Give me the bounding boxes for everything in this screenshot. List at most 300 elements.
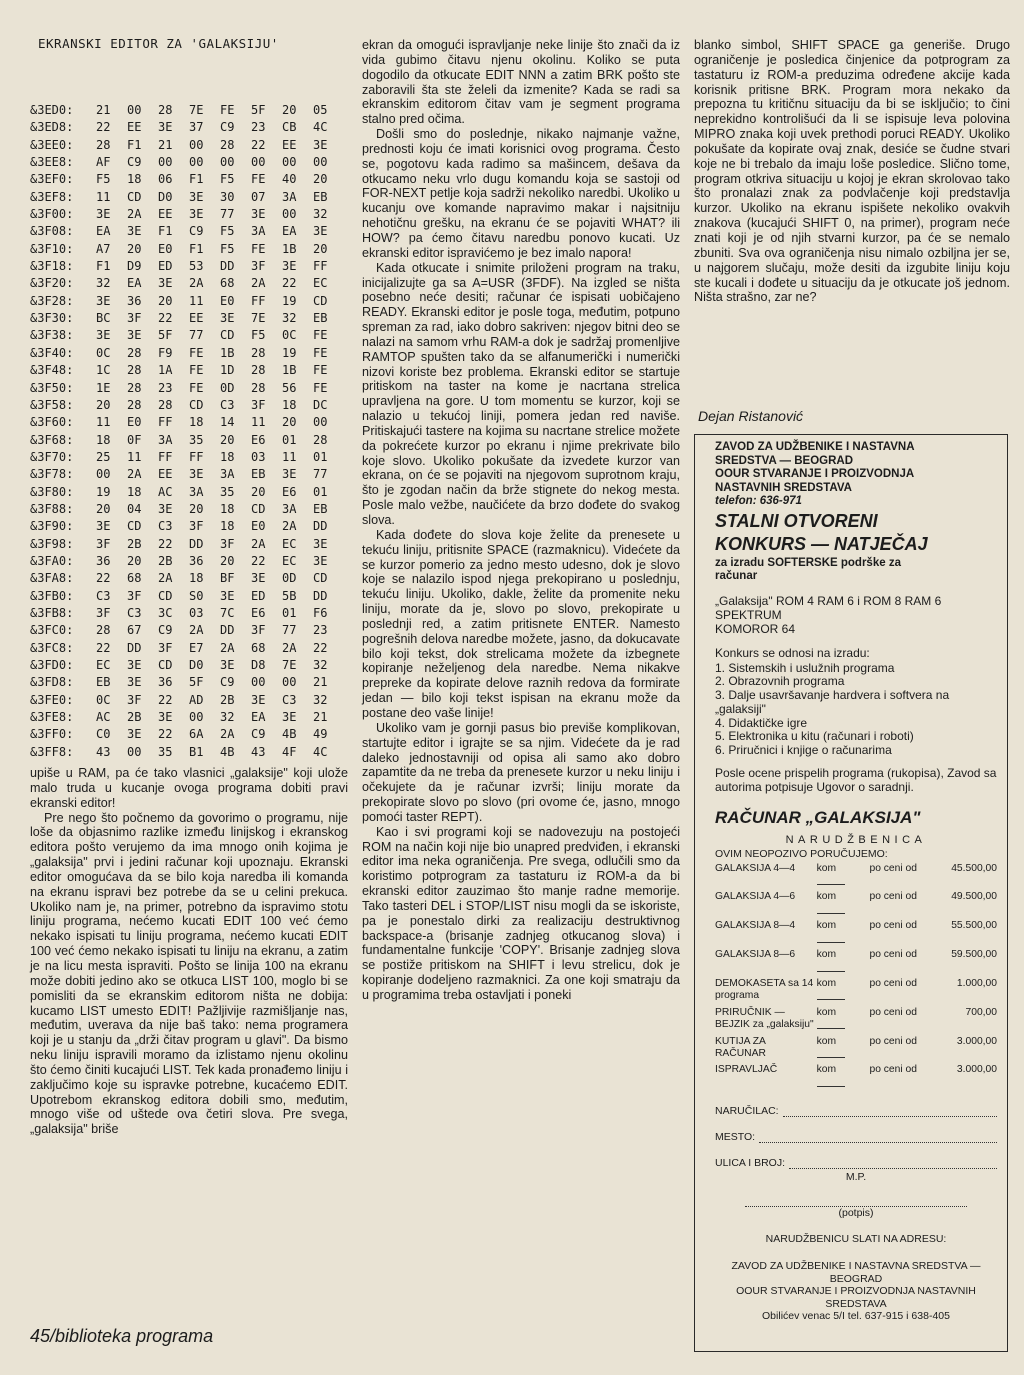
hexdump-byte: F5 <box>251 328 266 343</box>
hexdump-byte: EC <box>313 276 328 291</box>
hexdump-byte: 1B <box>282 363 297 378</box>
ad-subhead-2: računar <box>715 570 758 582</box>
hexdump-byte: F6 <box>313 605 328 620</box>
hexdump-byte: 3E <box>220 311 235 326</box>
order-item-name: GALAKSIJA 4—6 <box>715 891 796 903</box>
hexdump-byte: 3E <box>220 588 235 603</box>
hexdump-byte: 00 <box>251 155 266 170</box>
hexdump-byte: CB <box>282 120 297 135</box>
hexdump-byte: CD <box>127 519 142 534</box>
hexdump-row <box>30 536 348 553</box>
order-row <box>715 891 997 918</box>
hexdump-byte: 3E <box>282 710 297 725</box>
hexdump-byte: 23 <box>313 623 328 638</box>
hexdump-row <box>30 380 348 397</box>
hexdump-byte: 0C <box>282 328 297 343</box>
hexdump-byte: 18 <box>96 432 111 447</box>
order-row <box>715 863 997 890</box>
hexdump-byte: EE <box>127 120 142 135</box>
hexdump-byte: 32 <box>96 276 111 291</box>
hexdump-row <box>30 744 348 761</box>
hexdump-byte: FE <box>189 345 204 360</box>
hexdump-byte: 3E <box>282 259 297 274</box>
hexdump-byte: 21 <box>313 675 328 690</box>
hexdump-byte: 1D <box>220 363 235 378</box>
hexdump-address: &3FB0: <box>30 588 74 603</box>
ad-address-line: OOUR STVARANJE I PROIZVODNJA NASTAVNIH <box>736 1285 976 1298</box>
order-kom[interactable] <box>817 891 856 918</box>
hexdump-byte: 21 <box>158 137 173 152</box>
hexdump-byte: 2A <box>127 467 142 482</box>
hexdump-byte: 36 <box>158 675 173 690</box>
hexdump-byte: 5B <box>282 588 297 603</box>
hexdump-byte: E0 <box>220 293 235 308</box>
hexdump-byte: CD <box>251 501 266 516</box>
order-kom[interactable] <box>817 949 856 976</box>
hexdump-byte: 2B <box>220 692 235 707</box>
hexdump-byte: 01 <box>282 432 297 447</box>
hexdump-byte: E7 <box>189 640 204 655</box>
hexdump-address: &3F08: <box>30 224 74 239</box>
slati-label: NARUDŽBENICU SLATI NA ADRESU: <box>765 1233 947 1246</box>
hexdump-byte: F1 <box>158 224 173 239</box>
order-kom-label: kom <box>816 949 837 961</box>
page-footer: 45/biblioteka programa <box>30 1326 214 1346</box>
hexdump-byte: EE <box>158 467 173 482</box>
hexdump-byte: 3F <box>127 311 142 326</box>
hexdump-byte: 20 <box>220 432 235 447</box>
hexdump-row <box>30 362 348 379</box>
hexdump-byte: F1 <box>96 259 111 274</box>
hexdump-byte: 5F <box>189 675 204 690</box>
hexdump-byte: 43 <box>251 744 266 759</box>
hexdump-byte: D9 <box>127 259 142 274</box>
column-2-text <box>362 38 680 1003</box>
hexdump-byte: 22 <box>251 553 266 568</box>
hexdump-byte: 68 <box>251 640 266 655</box>
paragraph: Kao i svi programi koji se nadovezuju na postojeći ROM na način koji nije bio unapred predviđen, i ekranski editor ima neka ograničenja. Pre svega, odlučili smo da koristimo potprogram za tastaturu iz ROM-a da bi ekranski editor zauzimao što manje radne memorije. Tako tasteri DEL i STOP/LIST nisu mogli da se iskoriste, pa je ponestalo dirki za realizaciju destruktivnog backspace-a (brisanje zadnjeg otkucanog slova) i fundamentalne funkcije 'COPY'. Brisanje zadnjeg slova se postiže pritiskom na SHIFT i levu strelicu, dok je kopiranje dodeljeno razmaknici. Za one koji smatraju da u programima treba ostavljati i poneki <box>362 824 680 1002</box>
hexdump-byte: FE <box>313 380 328 395</box>
hexdump-byte: DD <box>127 640 142 655</box>
hexdump-byte: 1C <box>96 363 111 378</box>
hexdump-byte: 21 <box>313 710 328 725</box>
mp-label: M.P. <box>845 1171 867 1184</box>
hexdump-title: EKRANSKI EDITOR ZA 'GALAKSIJU' <box>38 36 279 51</box>
hexdump-byte: 32 <box>313 207 328 222</box>
hexdump-byte: 01 <box>282 605 297 620</box>
hexdump-row <box>30 293 348 310</box>
hexdump-byte: 0D <box>282 571 297 586</box>
hexdump-byte: 18 <box>189 415 204 430</box>
ad-konkurs-list <box>715 662 997 759</box>
order-price: 55.500,00 <box>951 920 997 932</box>
hexdump-byte: 00 <box>158 155 173 170</box>
hexdump-byte: 22 <box>158 536 173 551</box>
hexdump-byte: FE <box>189 380 204 395</box>
ad-address-line: SREDSTAVA <box>825 1297 887 1310</box>
hexdump-byte: E0 <box>127 415 142 430</box>
hexdump-byte: 20 <box>127 553 142 568</box>
hexdump-byte: 22 <box>282 276 297 291</box>
hexdump-byte: 3E <box>127 658 142 672</box>
order-price: 3.000,00 <box>956 1064 997 1076</box>
hexdump-row <box>30 345 348 362</box>
hexdump-byte: FE <box>189 363 204 378</box>
hexdump-byte: 77 <box>189 328 204 343</box>
hexdump-byte: F5 <box>96 172 111 187</box>
hexdump-row <box>30 709 348 726</box>
hexdump-byte: 3E <box>127 675 142 690</box>
hexdump-byte: 19 <box>96 484 111 499</box>
hexdump-byte: D0 <box>189 658 204 672</box>
hexdump-byte: 20 <box>127 241 142 256</box>
hexdump-byte: 3F <box>189 519 204 534</box>
hexdump-byte: F1 <box>189 172 204 187</box>
order-price: 59.500,00 <box>951 949 997 961</box>
hexdump-byte: 5F <box>251 103 266 117</box>
paragraph: blanko simbol, SHIFT SPACE ga generiše. Drugo ograničenje je posledica činjenice da potprogram za tastaturu iz ROM-a preduzima određene akcije kada korisnik pritisne BRK. Program mora nekako da prepozna tu kritičnu situaciju da bi se isključio; to čini neprekidno kontrolišući da li se ispisuje leva polovina MIPRO znaka koji uvek prethodi poruci READY. Ukoliko pokušate da kopirate ovaj znak, desiće se čudne stvari koje ne bi trebalo da imaju loše posledice. Slično tome, program otkriva situaciju u kojoj je ekran skrolovao tako što pronalazi znak za podvlačenje koji predstavlja kurzor. Ukoliko na ekranu ispišete nekoliko ovakvih znakova (kucajući SHIFT 0, na primer), program neće znati koji je od njih stvarni kurzor, pa će se nemalo zbuniti. Sva ova ograničenja nisu nimalo ozbiljna jer se, u najgorem slučaju, može desiti da izgubite liniju koju ste kucali i dođete u situaciju da je otkucate još jednom. Ništa strašno, zar ne? <box>694 38 1010 305</box>
hexdump-byte: 18 <box>127 484 142 499</box>
ad-platforms <box>715 594 997 636</box>
hexdump-byte: EA <box>282 224 297 239</box>
hexdump-byte: C9 <box>189 224 204 239</box>
hexdump-byte: 2A <box>189 276 204 291</box>
hexdump-byte: EC <box>96 658 111 672</box>
hexdump-byte: C0 <box>96 727 111 742</box>
hexdump-byte: 4B <box>282 727 297 742</box>
hexdump-byte: 20 <box>313 172 328 187</box>
hexdump-byte: 28 <box>251 345 266 360</box>
hexdump-byte: F5 <box>220 241 235 256</box>
field-narucilac[interactable] <box>715 1105 997 1117</box>
ad-address-line: ZAVOD ZA UDŽBENIKE I NASTAVNA SREDSTVA — <box>731 1259 981 1272</box>
field-narucilac-line[interactable] <box>783 1107 997 1117</box>
ad-platform: „Galaksija" ROM 4 RAM 6 i ROM 8 RAM 6 <box>715 593 942 608</box>
order-qty-blank[interactable] <box>817 933 845 943</box>
field-narucilac-label: NARUČILAC: <box>715 1105 779 1118</box>
hexdump-byte: 00 <box>313 155 328 170</box>
order-row <box>715 978 997 1005</box>
hexdump-byte: EE <box>158 207 173 222</box>
order-row <box>715 1064 997 1091</box>
hexdump-byte: EB <box>313 311 328 326</box>
hexdump-byte: 28 <box>96 137 111 152</box>
hexdump-byte: 3E <box>251 571 266 586</box>
hexdump-byte: 3A <box>220 467 235 482</box>
hexdump-address: &3F90: <box>30 519 74 534</box>
field-mesto-line[interactable] <box>759 1133 997 1143</box>
hexdump-byte: 2B <box>127 536 142 551</box>
hexdump-byte: 3E <box>282 467 297 482</box>
hexdump-byte: 35 <box>158 744 173 759</box>
order-item-name: GALAKSIJA 4—4 <box>715 862 796 874</box>
hexdump-byte: 00 <box>96 467 111 482</box>
hexdump-address: &3F00: <box>30 207 74 222</box>
hexdump-byte: 22 <box>313 640 328 655</box>
hexdump-byte: EB <box>313 501 328 516</box>
hexdump-byte: 19 <box>282 293 297 308</box>
paragraph: Ukoliko vam je gornji pasus bio previše komplikovan, startujte editor i igrajte se sa njim. Videćete da je rad daleko jednostavniji od opisa ali samo ako dobro zapamtite da ne treba da prenesete kurzor u neku liniju i očekujete da je računar izvrši; liniju morate da prekopirate slovo po slovo (pri ovome će, jasno, mnogo pomoći taster REPT). <box>362 720 680 824</box>
hexdump-byte: 3F <box>127 692 142 707</box>
hexdump-byte: 20 <box>282 103 297 117</box>
hexdump-byte: 32 <box>282 311 297 326</box>
hexdump-byte: C9 <box>251 727 266 742</box>
hexdump-byte: EC <box>282 553 297 568</box>
hexdump-byte: 3E <box>96 519 111 534</box>
hexdump-byte: 3A <box>189 484 204 499</box>
hexdump-byte: 28 <box>158 103 173 117</box>
hexdump-byte: 3F <box>251 259 266 274</box>
hexdump-byte: 28 <box>127 397 142 412</box>
hexdump-byte: 28 <box>251 363 266 378</box>
hexdump-byte: FF <box>158 415 173 430</box>
hexdump-byte: C3 <box>127 605 142 620</box>
field-mesto[interactable] <box>715 1131 997 1143</box>
hexdump-byte: CD <box>158 588 173 603</box>
hexdump-row <box>30 622 348 639</box>
order-row <box>715 1007 997 1034</box>
hexdump-byte: FE <box>251 241 266 256</box>
order-price: 700,00 <box>965 1006 997 1018</box>
hexdump-byte: 2A <box>127 207 142 222</box>
hexdump-byte: 18 <box>220 449 235 464</box>
hexdump-byte: 36 <box>189 553 204 568</box>
order-price-label: po ceni od <box>869 920 917 932</box>
hexdump-byte: 20 <box>220 553 235 568</box>
order-kom[interactable] <box>817 1007 856 1034</box>
order-kom-label: kom <box>816 862 837 874</box>
order-qty-blank[interactable] <box>817 875 845 885</box>
hexdump-row <box>30 674 348 691</box>
ad-after-text: Posle ocene prispelih programa (rukopisa), Zavod sa autorima potpisuje Ugovor o saradnji. <box>715 766 997 795</box>
hexdump-byte: 1B <box>282 241 297 256</box>
ad-subhead-1: za izradu SOFTERSKE podrške za <box>715 556 901 569</box>
hexdump-byte: 3F <box>96 605 111 620</box>
hexdump-byte: CD <box>313 571 328 586</box>
hexdump-address: &3F38: <box>30 328 74 343</box>
order-qty-blank[interactable] <box>817 1077 845 1087</box>
hexdump-byte: F1 <box>127 137 142 152</box>
hexdump-address: &3F18: <box>30 259 74 274</box>
ad-address-line: Obilićev venac 5/I tel. 637-915 i 638-405 <box>762 1310 950 1323</box>
hexdump-byte: 0D <box>220 380 235 395</box>
hexdump-byte: 28 <box>127 363 142 378</box>
order-qty-blank[interactable] <box>817 990 845 1000</box>
hexdump-byte: FE <box>220 103 235 117</box>
hexdump-byte: 7E <box>282 658 297 672</box>
hexdump-byte: 2B <box>127 710 142 725</box>
hexdump-byte: 06 <box>158 172 173 187</box>
hexdump-row <box>30 414 348 431</box>
order-item-name: ISPRAVLJAČ <box>715 1064 778 1076</box>
hexdump-byte: 1A <box>158 363 173 378</box>
order-qty-blank[interactable] <box>817 962 845 972</box>
hexdump-byte: 14 <box>220 415 235 430</box>
order-kom[interactable] <box>817 863 856 890</box>
hexdump-byte: 5F <box>158 328 173 343</box>
order-kom[interactable] <box>817 978 856 1005</box>
hexdump-row <box>30 553 348 570</box>
hexdump-byte: 00 <box>220 155 235 170</box>
hexdump-byte: 3A <box>251 224 266 239</box>
hexdump-byte: F5 <box>220 224 235 239</box>
hexdump-byte: 07 <box>251 189 266 204</box>
ad-address-line: BEOGRAD <box>829 1272 883 1285</box>
hexdump-byte: ED <box>251 588 266 603</box>
ad-headline-1: STALNI OTVORENI <box>715 510 878 531</box>
hexdump-byte: 01 <box>313 449 328 464</box>
ad-konkurs-item: 1. Sistemskih i uslužnih programa <box>715 660 895 675</box>
hexdump-byte: C3 <box>158 519 173 534</box>
ad-konkurs-intro: Konkurs se odnosi na izradu: <box>715 645 870 660</box>
hexdump-byte: 40 <box>282 172 297 187</box>
hexdump-address: &3EF8: <box>30 189 74 204</box>
hexdump-byte: 77 <box>313 467 328 482</box>
hexdump-byte: AC <box>158 484 173 499</box>
column-1-text <box>30 766 348 1137</box>
hexdump-byte: 11 <box>251 415 266 430</box>
hexdump-byte: C9 <box>158 623 173 638</box>
hexdump-byte: 20 <box>96 397 111 412</box>
order-qty-blank[interactable] <box>817 1048 845 1058</box>
hexdump-byte: 22 <box>96 571 111 586</box>
hexdump-byte: 00 <box>282 675 297 690</box>
hexdump-byte: 20 <box>251 484 266 499</box>
hexdump-byte: 32 <box>313 692 328 707</box>
hexdump-byte: CD <box>127 189 142 204</box>
order-price: 45.500,00 <box>951 862 997 874</box>
hexdump-byte: 1B <box>220 345 235 360</box>
hexdump-byte: 04 <box>127 501 142 516</box>
hexdump-byte: 28 <box>313 432 328 447</box>
hexdump-byte: 0C <box>96 345 111 360</box>
ad-konkurs-item: 2. Obrazovnih programa <box>715 674 845 689</box>
field-ulica[interactable] <box>715 1157 997 1169</box>
hexdump-row <box>30 241 348 258</box>
hexdump-address: &3FC8: <box>30 640 74 655</box>
hexdump-byte: 05 <box>313 103 328 117</box>
hexdump-row <box>30 692 348 709</box>
hexdump-byte: 77 <box>220 207 235 222</box>
order-row <box>715 949 997 976</box>
hexdump-row <box>30 206 348 223</box>
hexdump-row <box>30 657 348 674</box>
hexdump-byte: 20 <box>158 293 173 308</box>
hexdump-byte: 3E <box>127 328 142 343</box>
hexdump-byte: 7E <box>251 311 266 326</box>
hexdump-row <box>30 397 348 414</box>
hexdump-byte: DD <box>220 259 235 274</box>
hexdump-byte: 35 <box>220 484 235 499</box>
hexdump-byte: 56 <box>282 380 297 395</box>
ad-headline-2: KONKURS — NATJEČAJ <box>715 533 928 554</box>
hexdump-byte: S0 <box>189 588 204 603</box>
hexdump-byte: 28 <box>251 380 266 395</box>
order-price-label: po ceni od <box>869 1035 917 1047</box>
paragraph: upiše u RAM, pa će tako vlasnici „galaksije" koji ulože malo truda u kucanje ovoga programa dobiti pravi ekranski editor! <box>30 766 348 810</box>
ad-org-line: telefon: 636-971 <box>715 495 802 507</box>
hexdump-byte: 03 <box>189 605 204 620</box>
hexdump-byte: EE <box>282 137 297 152</box>
hexdump-byte: 3F <box>251 623 266 638</box>
order-item-name: KUTIJA ZA RAČUNAR <box>715 1035 766 1059</box>
hexdump-byte: 4C <box>313 744 328 759</box>
hexdump-byte: 2A <box>251 536 266 551</box>
ad-platform: KOMOROR 64 <box>715 621 796 636</box>
order-qty-blank[interactable] <box>817 904 845 914</box>
hexdump-row <box>30 501 348 518</box>
hexdump-byte: 22 <box>158 692 173 707</box>
hexdump-byte: 3E <box>251 207 266 222</box>
hexdump-byte: 11 <box>96 189 111 204</box>
hexdump-byte: 3A <box>282 189 297 204</box>
hexdump-byte: C3 <box>282 692 297 707</box>
hexdump-byte: 2A <box>189 623 204 638</box>
hexdump-byte: FF <box>251 293 266 308</box>
hexdump-byte: 3E <box>158 120 173 135</box>
hexdump-byte: 3E <box>313 553 328 568</box>
hexdump-byte: B1 <box>189 744 204 759</box>
hexdump-byte: 2A <box>251 276 266 291</box>
hexdump-byte: D0 <box>158 189 173 204</box>
hexdump-byte: DD <box>220 623 235 638</box>
hexdump-byte: 21 <box>96 103 111 117</box>
hexdump-byte: EB <box>251 467 266 482</box>
hexdump-byte: 3E <box>127 727 142 742</box>
hexdump-byte: 3F <box>96 536 111 551</box>
hexdump-listing <box>30 102 348 761</box>
hexdump-address: &3F98: <box>30 536 74 551</box>
hexdump-byte: 28 <box>96 623 111 638</box>
hexdump-byte: EA <box>96 224 111 239</box>
order-qty-blank[interactable] <box>817 1019 845 1029</box>
hexdump-byte: ED <box>158 259 173 274</box>
hexdump-byte: 49 <box>313 727 328 742</box>
order-price: 49.500,00 <box>951 891 997 903</box>
hexdump-address: &3F60: <box>30 415 74 430</box>
hexdump-byte: D8 <box>251 658 266 672</box>
hexdump-byte: BF <box>220 571 235 586</box>
hexdump-byte: 3C <box>158 605 173 620</box>
hexdump-address: &3FD8: <box>30 675 74 690</box>
hexdump-byte: 3E <box>189 189 204 204</box>
hexdump-address: &3F88: <box>30 501 74 516</box>
order-title: RAČUNAR „GALAKSIJA" <box>715 808 921 828</box>
hexdump-byte: 32 <box>313 658 328 672</box>
hexdump-address: &3F58: <box>30 397 74 412</box>
hexdump-address: &3FD0: <box>30 658 74 672</box>
hexdump-address: &3F20: <box>30 276 74 291</box>
hexdump-row <box>30 171 348 188</box>
column-3-text <box>694 38 1010 305</box>
hexdump-byte: 3E <box>189 207 204 222</box>
order-kom[interactable] <box>817 1036 856 1063</box>
hexdump-address: &3EF0: <box>30 172 74 187</box>
hexdump-byte: 18 <box>220 501 235 516</box>
hexdump-byte: 20 <box>282 415 297 430</box>
hexdump-row <box>30 189 348 206</box>
field-ulica-line[interactable] <box>789 1159 997 1169</box>
hexdump-byte: 22 <box>158 727 173 742</box>
hexdump-byte: 67 <box>127 623 142 638</box>
order-kom[interactable] <box>817 920 856 947</box>
hexdump-address: &3F10: <box>30 241 74 256</box>
hexdump-byte: CD <box>220 328 235 343</box>
hexdump-byte: E6 <box>282 484 297 499</box>
order-kom-label: kom <box>816 1064 837 1076</box>
hexdump-byte: 3E <box>96 328 111 343</box>
order-kom[interactable] <box>817 1064 856 1091</box>
